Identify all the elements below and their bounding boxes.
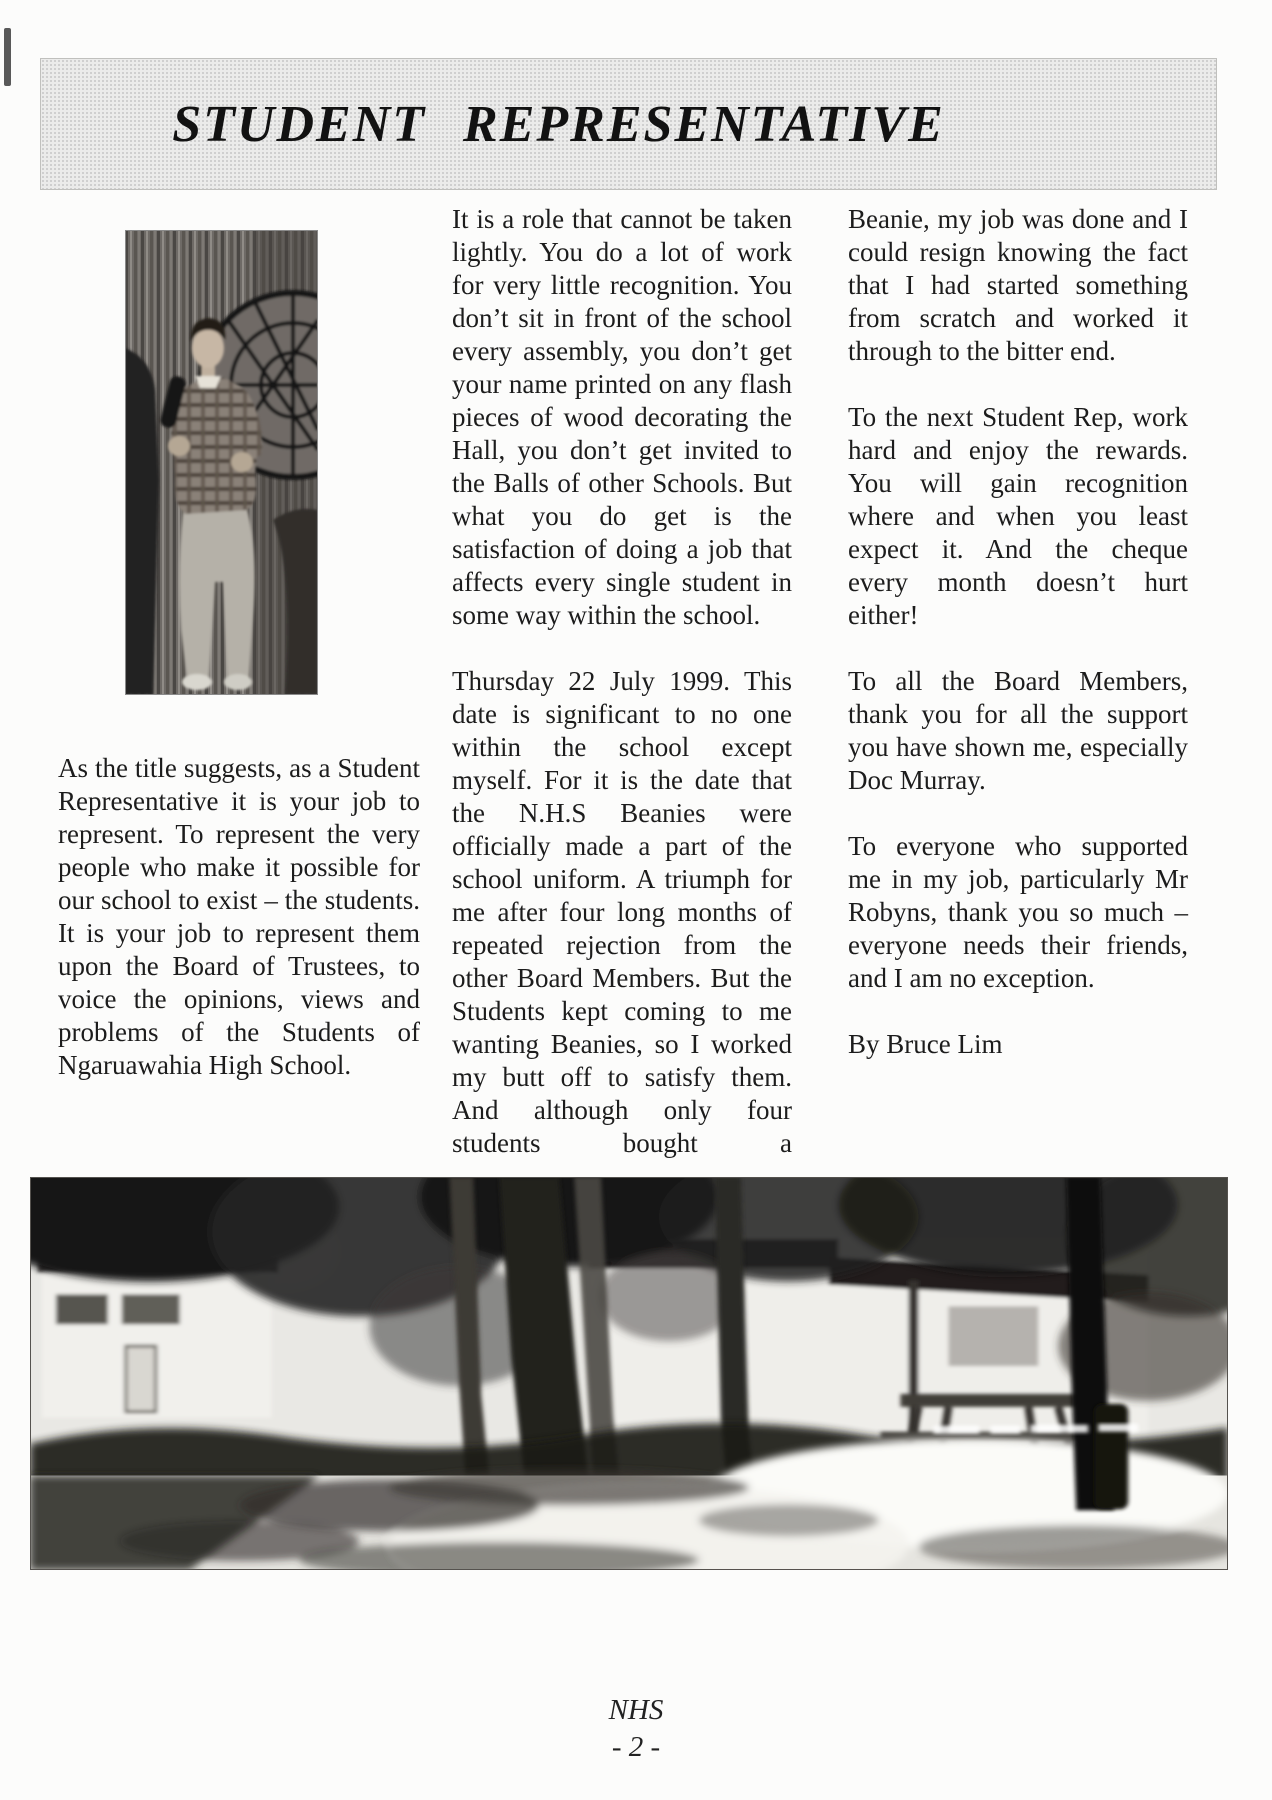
paragraph: Beanie, my job was done and I could resign knowing the fact that I had started something from scratch and worked it through to the bitter end. bbox=[848, 204, 1188, 366]
paragraph: To all the Board Members, thank you for all the support you have shown me, especially Doc Murray. bbox=[848, 666, 1188, 795]
paragraph: To everyone who supported me in my job, particularly Mr Robyns, thank you so much – everyone needs their friends, and I am no exception. bbox=[848, 831, 1188, 993]
schoolyard-photo bbox=[30, 1177, 1228, 1570]
footer-journal: NHS bbox=[608, 1694, 664, 1726]
paragraph: To the next Student Rep, work hard and enjoy the rewards. You will gain recognition where and when you least expect it. And the cheque every month doesn’t hurt either! bbox=[848, 402, 1188, 630]
page-title: STUDENT REPRESENTATIVE bbox=[172, 95, 945, 153]
paragraph: It is a role that cannot be taken lightly. You do a lot of work for very little recognition. You don’t sit in front of the school every assembly, you don’t get your name printed on any flash pieces of wood decorating the Hall, you don’t get invited to the Balls of other Schools. But what you do get is the satisfaction of doing a job that affects every single student in some way within the school. bbox=[452, 204, 792, 630]
page-footer bbox=[0, 1692, 1272, 1766]
stage-photo bbox=[125, 230, 318, 695]
stage-photo-graphic bbox=[125, 230, 318, 695]
section-header-band bbox=[40, 58, 1217, 190]
byline: By Bruce Lim bbox=[848, 1029, 1003, 1059]
column-left bbox=[58, 752, 420, 1115]
bollard bbox=[1094, 1404, 1128, 1509]
schoolyard-photo-graphic bbox=[30, 1177, 1228, 1570]
column-right bbox=[848, 203, 1188, 1094]
paragraph: Thursday 22 July 1999. This date is significant to no one within the school except myself. For it is the date that the N.H.S Beanies were officially made a part of the school uniform. A triumph for me after four long months of repeated rejection from the other Board Members. But the Students kept coming to me wanting Beanies, so I worked my butt off to satisfy them. And although only four students bought a bbox=[452, 666, 792, 1158]
footer-page-number: - 2 - bbox=[611, 1731, 661, 1763]
paragraph: As the title suggests, as a Student Representative it is your job to represent. To represent the very people who make it possible for our school to exist – the students. It is your job to represent them upon the Board of Trustees, to voice the opinions, views and problems of the Students of Ngaruawahia High School. bbox=[58, 753, 420, 1080]
column-middle bbox=[452, 203, 792, 1193]
scan-artifact bbox=[4, 28, 11, 86]
